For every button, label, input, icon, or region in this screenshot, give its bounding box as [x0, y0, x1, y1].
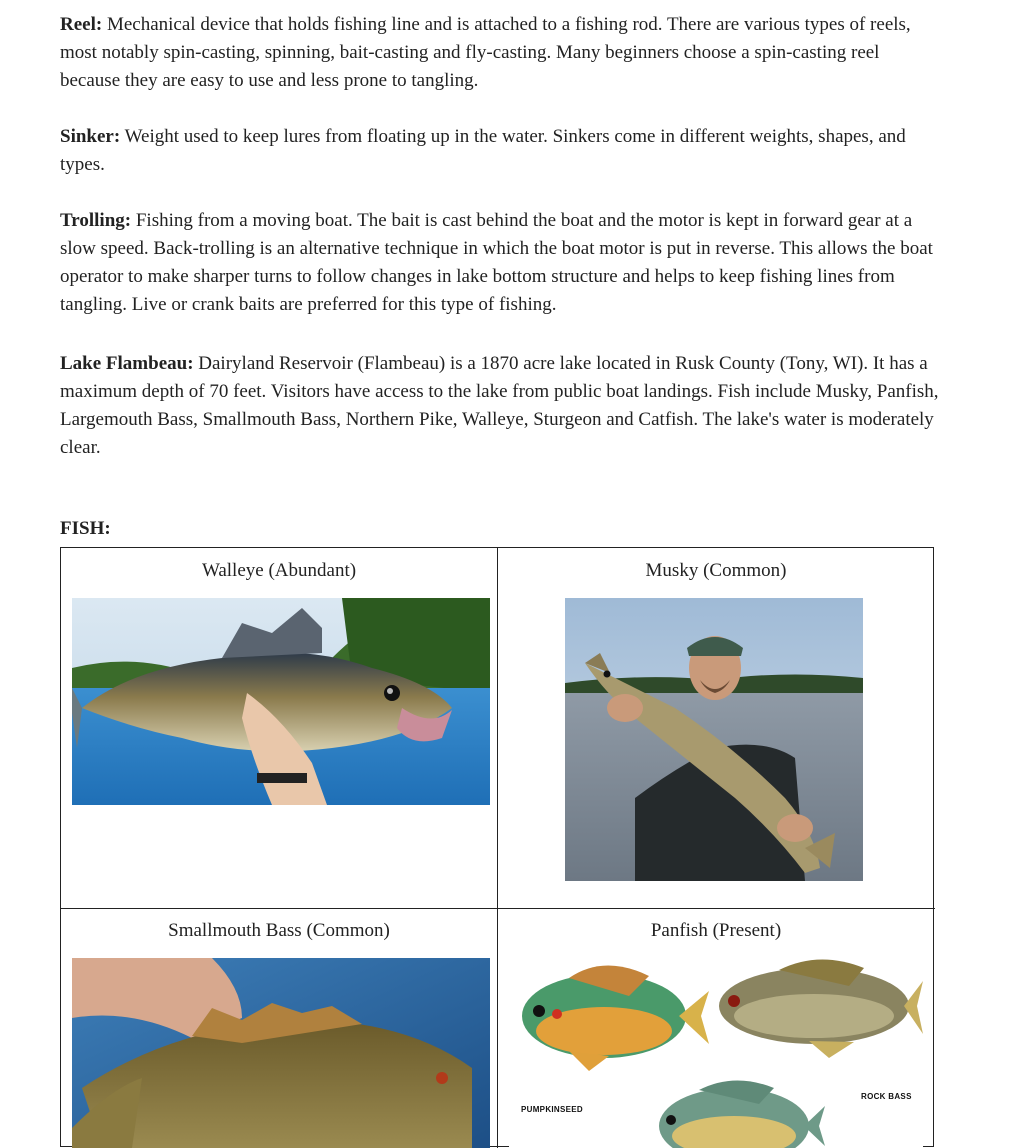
smallmouth-bass-photo	[72, 958, 490, 1148]
text-reel: Mechanical device that holds fishing line and is attached to a fishing rod. There are various types of reels, most notably spin-casting, spinning, bait-casting and fly-casting. Many beginners choose a spin-casting reel because they are easy to use and less prone to tangling.	[60, 14, 911, 91]
fish-caption-musky: Musky (Common)	[645, 560, 787, 581]
fish-caption-smallmouth-bass: Smallmouth Bass (Common)	[168, 920, 390, 941]
panfish-illustration	[509, 956, 923, 1148]
fish-cell-walleye	[61, 548, 497, 908]
panfish-label-pumpkinseed: PUMPKINSEED	[521, 1105, 583, 1114]
walleye-photo	[72, 598, 490, 805]
term-lake-flambeau: Lake Flambeau:	[60, 353, 194, 374]
text-trolling: Fishing from a moving boat. The bait is cast behind the boat and the motor is kept in forward gear at a slow speed. Back-trolling is an alternative technique in which the boat motor is put in reverse. This allows the boat operator to make sharper turns to follow changes in lake bottom structure and helps to keep fishing lines from tangling. Live or crank baits are preferred for this type of fishing.	[60, 210, 933, 315]
fish-cell-musky	[497, 548, 935, 908]
term-reel: Reel:	[60, 14, 103, 35]
definition-lake-flambeau	[60, 350, 940, 462]
panfish-label-rock-bass: ROCK BASS	[861, 1092, 912, 1101]
definition-reel	[60, 11, 940, 95]
musky-photo	[565, 598, 863, 881]
text-sinker: Weight used to keep lures from floating up in the water. Sinkers come in different weights, shapes, and types.	[60, 126, 906, 175]
fish-table	[60, 547, 934, 1147]
term-trolling: Trolling:	[60, 210, 132, 231]
definition-sinker	[60, 123, 940, 179]
definition-trolling	[60, 207, 940, 319]
term-sinker: Sinker:	[60, 126, 121, 147]
fish-heading: FISH:	[60, 518, 111, 539]
fish-cell-panfish	[497, 908, 935, 1148]
fish-caption-panfish: Panfish (Present)	[650, 920, 782, 941]
fish-caption-walleye: Walleye (Abundant)	[201, 560, 357, 581]
text-lake-flambeau: Dairyland Reservoir (Flambeau) is a 1870 acre lake located in Rusk County (Tony, WI). It has a maximum depth of 70 feet. Visitors have access to the lake from public boat landings. Fish include Musky, Panfish, Largemouth Bass, Smallmouth Bass, Northern Pike, Walleye, Sturgeon and Catfish. The lake's water is moderately clear.	[60, 353, 939, 458]
fish-cell-smallmouth-bass	[61, 908, 497, 1148]
